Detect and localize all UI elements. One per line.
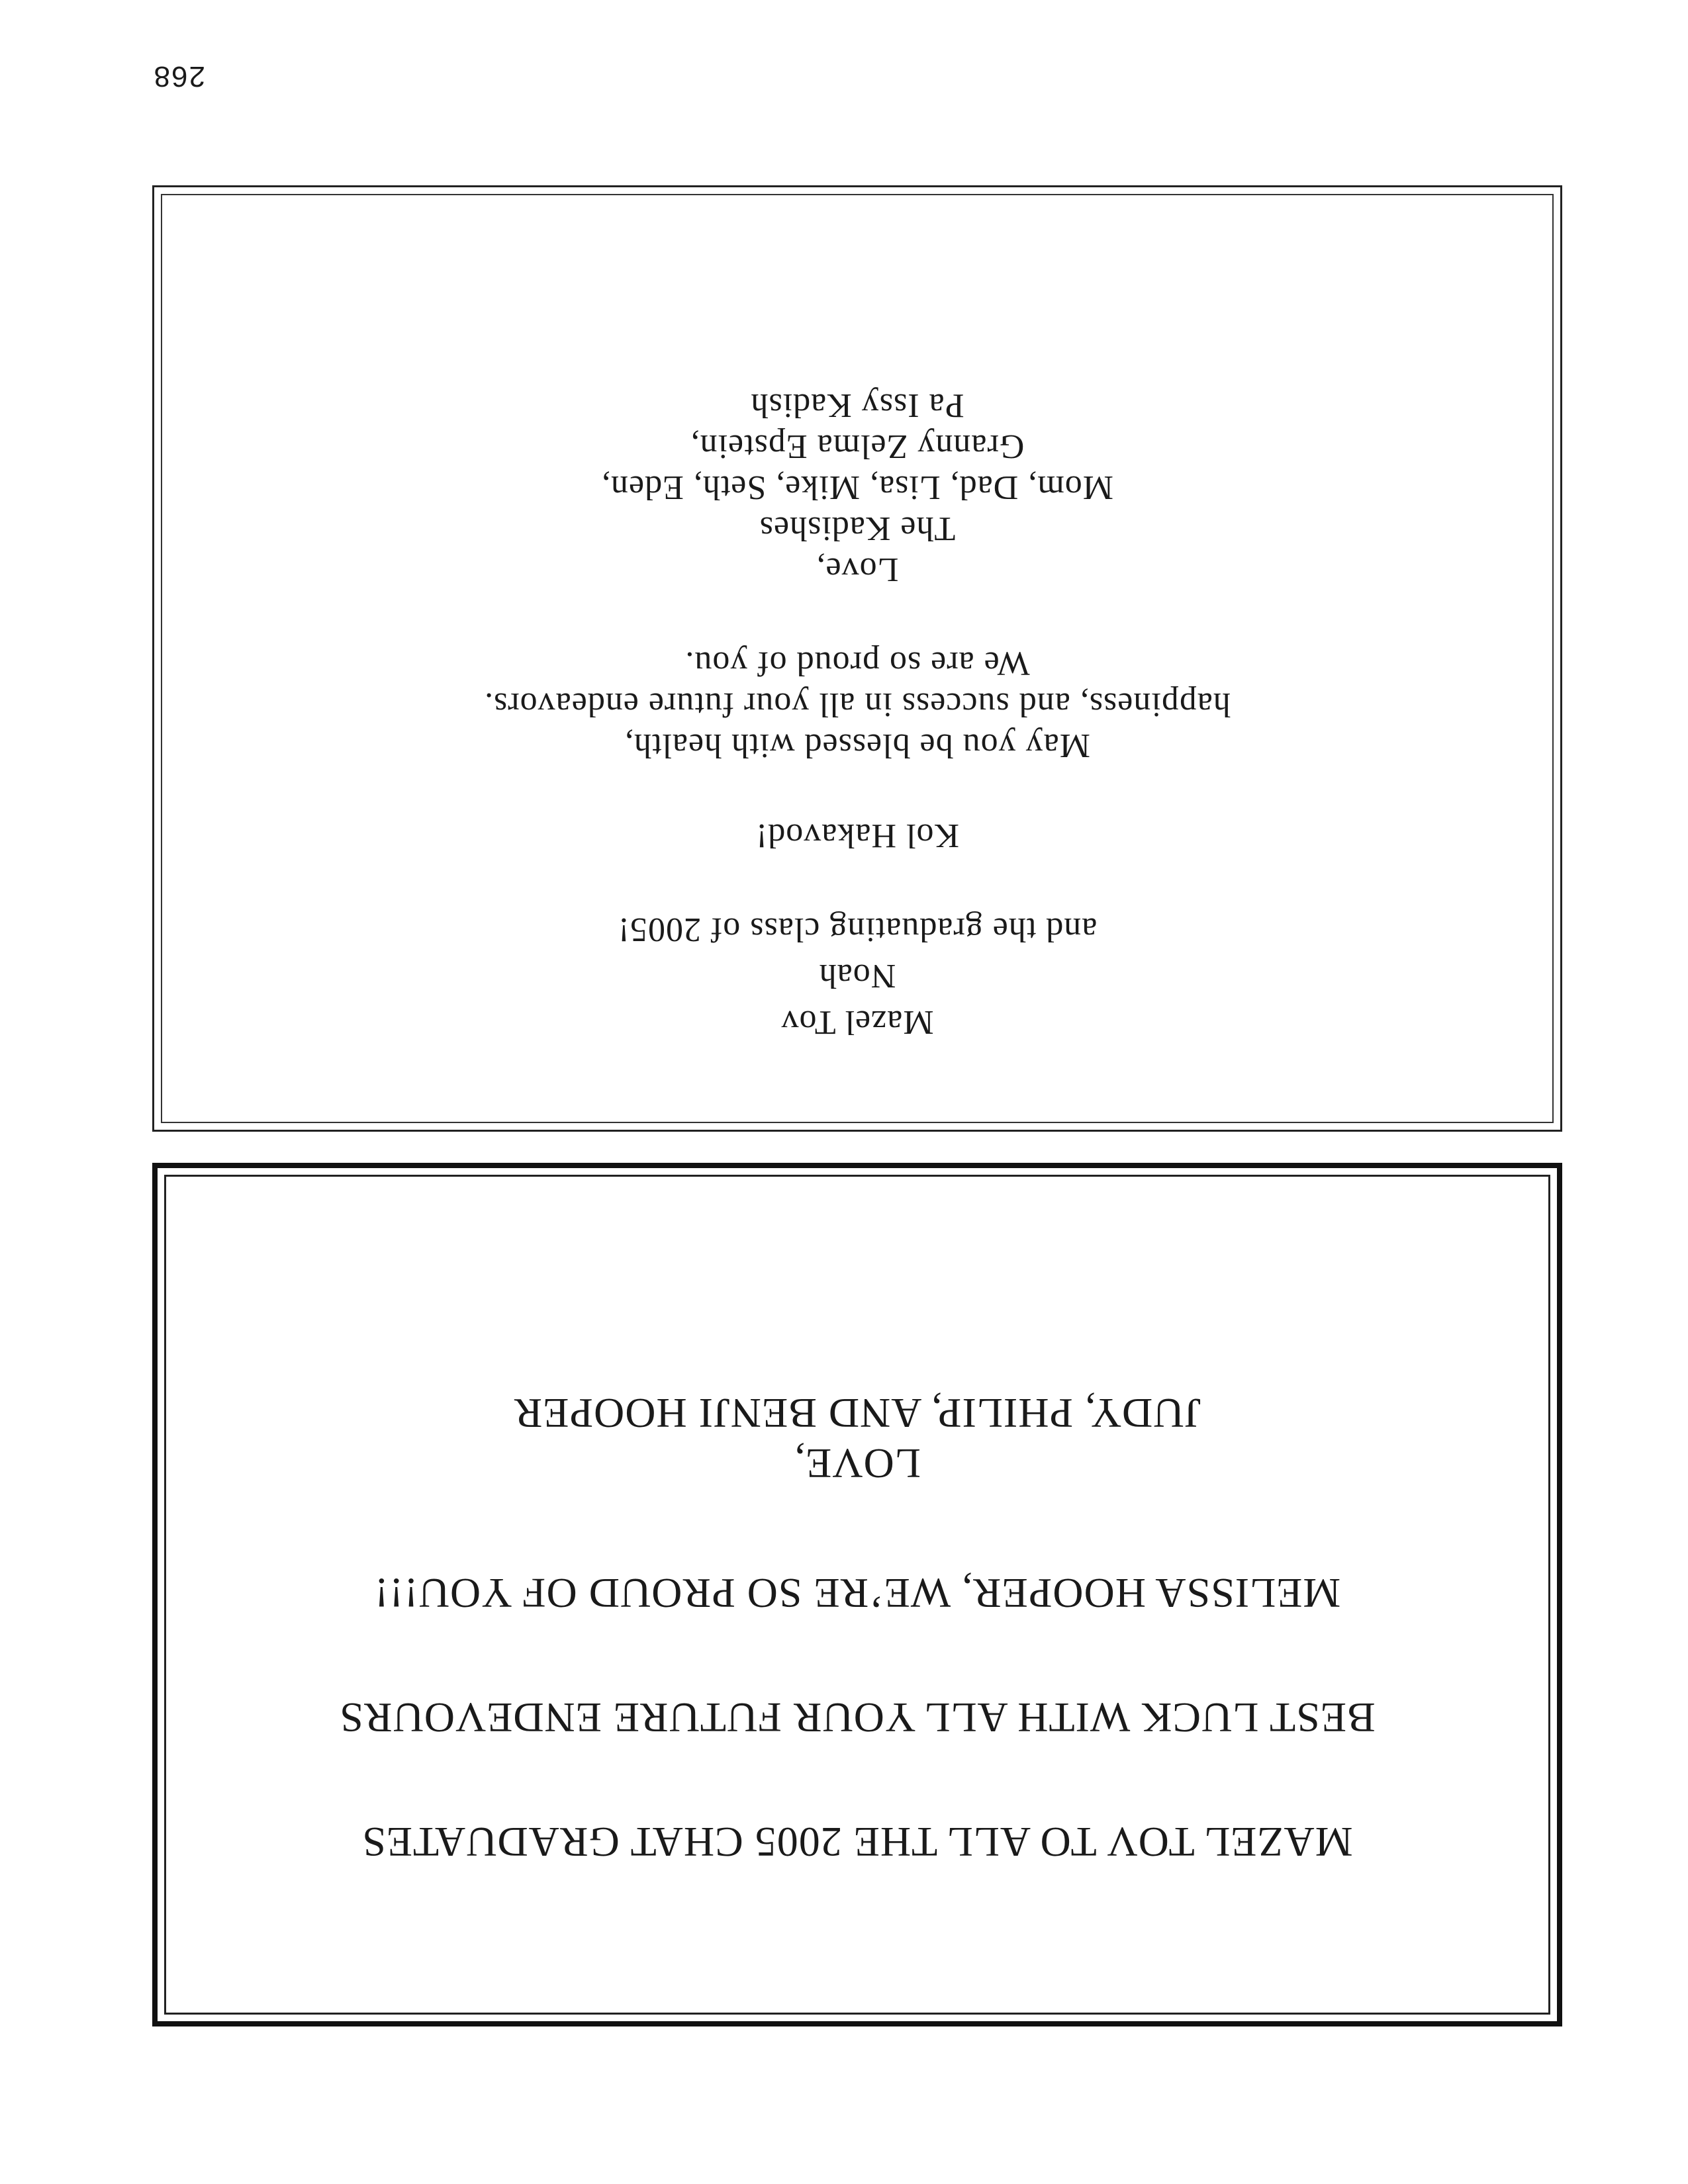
hooper-ad-inner-frame (164, 1175, 1550, 2015)
hooper-ad-proud: MELISSA HOOPER, WE’RE SO PROUD OF YOU!!! (373, 1570, 1341, 1617)
kadish-kol-hakavod: Kol Hakavod! (755, 817, 960, 854)
kadish-blessing-1: May you be blessed with health, (624, 727, 1090, 764)
kadish-class: and the graduating class of 2005! (617, 911, 1098, 948)
page-number: 268 (152, 60, 205, 93)
kadish-ad (152, 185, 1562, 1132)
kadish-blessing-3: We are so proud of you. (684, 645, 1030, 682)
kadish-blessing-2: happiness, and success in all your future endeavors. (484, 686, 1231, 723)
hooper-ad-love: LOVE, (794, 1440, 921, 1487)
kadish-honoree: Noah (818, 957, 896, 995)
kadish-mazel-tov: Mazel Tov (780, 1003, 934, 1041)
kadish-ad-inner-frame (161, 194, 1554, 1123)
hooper-ad-signature: JUDY, PHILIP, AND BENJI HOOPER (513, 1390, 1201, 1437)
hooper-ad-wish: BEST LUCK WITH ALL YOUR FUTURE ENDEVOURS (339, 1694, 1376, 1741)
kadish-names-3: Pa Issy Kadish (750, 387, 964, 424)
kadish-family: The Kadishes (759, 510, 956, 547)
hooper-ad (152, 1163, 1562, 2026)
kadish-love: Love, (816, 551, 899, 588)
hooper-ad-headline: MAZEL TOV TO ALL THE 2005 CHAT GRADUATES (361, 1819, 1353, 1866)
kadish-names-1: Mom, Dad, Lisa, Mike, Seth, Eden, (601, 469, 1113, 506)
kadish-names-2: Granny Zelma Epstein, (690, 428, 1025, 465)
